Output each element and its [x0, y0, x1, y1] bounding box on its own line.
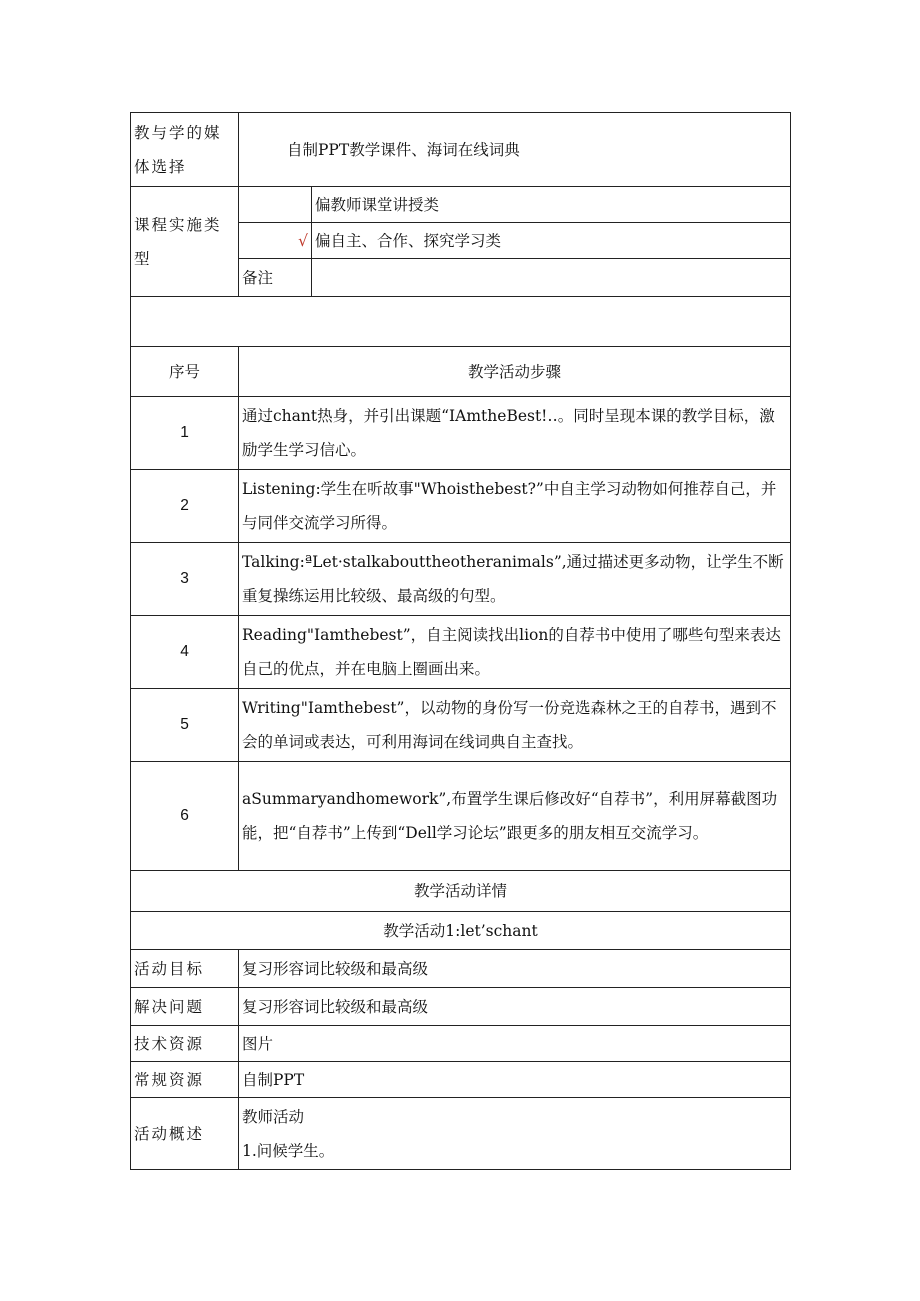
step-text: 通过chant热身，并引出课题“IAmtheBest!‥。同时呈现本课的教学目标，激励学生学习信心。: [239, 397, 791, 470]
step-text: aSummaryandhomework”,布置学生课后修改好“自荐书”，利用屏幕截图功能，把“自荐书”上传到“Dell学习论坛”跟更多的朋友相互交流学习。: [239, 762, 791, 871]
step-number: 1: [131, 397, 239, 470]
course-type-row-1: [131, 187, 791, 223]
steps-header-no: 序号: [131, 347, 239, 397]
step-row: [131, 616, 791, 689]
course-type-option-2: 偏自主、合作、探究学习类: [312, 223, 791, 259]
detail-value: 复习形容词比较级和最高级: [239, 988, 791, 1026]
lesson-plan-table: [130, 112, 791, 1170]
detail-label: 解决问题: [131, 988, 239, 1026]
remark-label: 备注: [239, 259, 312, 297]
step-text: Writing"Iamthebest”，以动物的身份写一份竞选森林之王的自荐书，遇到不会的单词或表达，可利用海词在线词典自主查找。: [239, 689, 791, 762]
media-value: 自制PPT教学课件、海词在线词典: [239, 113, 791, 187]
media-label: 教与学的媒体选择: [131, 113, 239, 187]
detail-row: [131, 1062, 791, 1098]
detail-value: 图片: [239, 1026, 791, 1062]
details-title-row: [131, 871, 791, 912]
step-text: Reading"Iamthebest”，自主阅读找出lion的自荐书中使用了哪些句型来表达自己的优点，并在电脑上圈画出来。: [239, 616, 791, 689]
course-type-option-1-check[interactable]: [239, 187, 312, 223]
remark-value: [312, 259, 791, 297]
step-row: [131, 470, 791, 543]
step-row: [131, 543, 791, 616]
overview-label: 活动概述: [131, 1098, 239, 1170]
blank-cell: [131, 297, 791, 347]
step-number: 5: [131, 689, 239, 762]
steps-header-row: [131, 347, 791, 397]
step-text: Listening:学生在听故事"Whoisthebest?”中自主学习动物如何推荐自己，并与同伴交流学习所得。: [239, 470, 791, 543]
step-text: Talking:ªLet·stalkabouttheotheranimals”,通过描述更多动物，让学生不断重复操练运用比较级、最高级的句型。: [239, 543, 791, 616]
overview-content: [239, 1098, 791, 1170]
details-title: 教学活动详情: [131, 871, 791, 912]
detail-label: 常规资源: [131, 1062, 239, 1098]
step-row: [131, 762, 791, 871]
step-number: 6: [131, 762, 239, 871]
step-number: 3: [131, 543, 239, 616]
step-number: 2: [131, 470, 239, 543]
overview-line-2: 1.问候学生。: [242, 1141, 335, 1160]
course-type-option-2-check[interactable]: √: [239, 223, 312, 259]
overview-line-1: 教师活动: [242, 1107, 305, 1126]
detail-label: 技术资源: [131, 1026, 239, 1062]
course-type-label: 课程实施类型: [131, 187, 239, 297]
detail-row: [131, 1026, 791, 1062]
activity-title: 教学活动1:let’schant: [131, 912, 791, 950]
step-number: 4: [131, 616, 239, 689]
course-type-option-1: 偏教师课堂讲授类: [312, 187, 791, 223]
media-row: [131, 113, 791, 187]
blank-row: [131, 297, 791, 347]
detail-value: 自制PPT: [239, 1062, 791, 1098]
detail-label: 活动目标: [131, 950, 239, 988]
detail-value: 复习形容词比较级和最高级: [239, 950, 791, 988]
detail-row: [131, 988, 791, 1026]
detail-row: [131, 950, 791, 988]
activity-title-row: [131, 912, 791, 950]
step-row: [131, 689, 791, 762]
steps-header-steps: 教学活动步骤: [239, 347, 791, 397]
step-row: [131, 397, 791, 470]
overview-row: [131, 1098, 791, 1170]
